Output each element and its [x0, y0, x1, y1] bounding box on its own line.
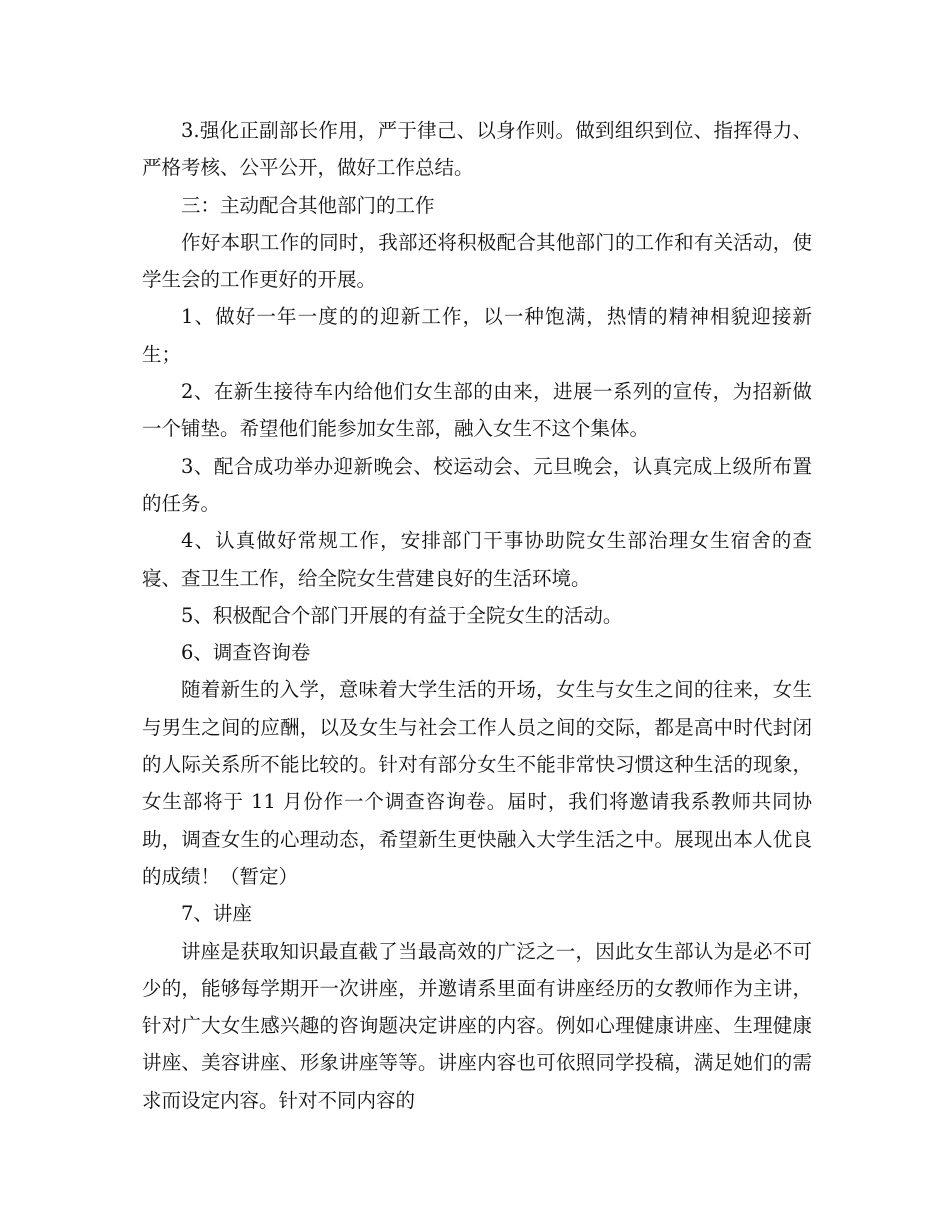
section-heading-3: 三：主动配合其他部门的工作 — [181, 193, 435, 217]
list-item-1: 1、做好一年一度的的迎新工作，以一种饱满，热情的精神相貌迎接新生； — [142, 305, 812, 366]
paragraph-item-3: 3.强化正副部长作用，严于律己、以身作则。做到组织到位、指挥得力、严格考核、公平公开，做好工作总结。 — [142, 119, 812, 180]
list-item-4: 4、认真做好常规工作，安排部门干事协助院女生部治理女生宿舍的查寝、查卫生工作，给全院女生营建良好的生活环境。 — [142, 529, 812, 590]
subheading-survey: 6、调查咨询卷 — [181, 641, 311, 665]
paragraph-intro: 作好本职工作的同时，我部还将积极配合其他部门的工作和有关活动，使学生会的工作更好的开展。 — [142, 230, 812, 292]
paragraph-survey: 随着新生的入学，意味着大学生活的开场，女生与女生之间的往来，女生与男生之间的应酬，以及女生与社会工作人员之间的交际，都是高中时代封闭的人际关系所不能比较的。针对有部分女生不能非常快习惯这种生活的现象，女生部将于 11 月份作一个调查咨询卷。届时，我们将邀请我系教师共同协助，调查女生的心理动态，希望新生更快融入大学生活之中。展现出本人优良的成绩！（暂定） — [142, 678, 812, 888]
list-item-3: 3、配合成功举办迎新晚会、校运动会、元旦晚会，认真完成上级所布置的任务。 — [142, 454, 812, 515]
list-item-5: 5、积极配合个部门开展的有益于全院女生的活动。 — [181, 603, 623, 627]
list-item-2: 2、在新生接待车内给他们女生部的由来，进展一系列的宣传，为招新做一个铺垫。希望他们能参加女生部，融入女生不这个集体。 — [142, 380, 812, 441]
document-body — [142, 112, 812, 1119]
paragraph-lecture: 讲座是获取知识最直截了当最高效的广泛之一，因此女生部认为是必不可少的，能够每学期开一次讲座，并邀请系里面有讲座经历的女教师作为主讲，针对广大女生感兴趣的咨询题决定讲座的内容。例如心理健康讲座、生理健康讲座、美容讲座、形象讲座等等。讲座内容也可依照同学投稿，满足她们的需求而设定内容。针对不同内容的 — [142, 939, 812, 1112]
subheading-lecture: 7、讲座 — [181, 902, 252, 926]
